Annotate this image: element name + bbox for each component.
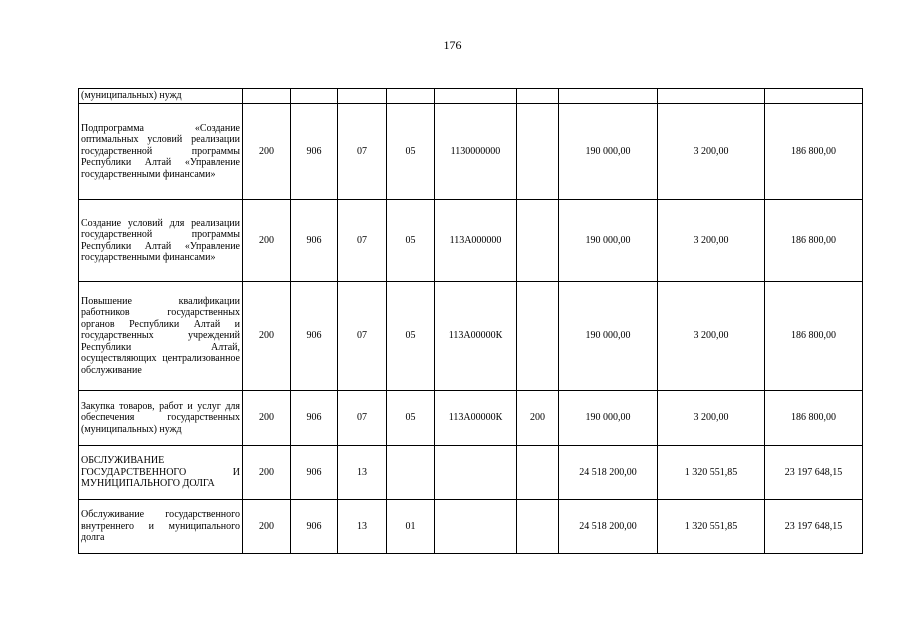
admin-code-cell: 200 (243, 282, 291, 391)
grbs-code-cell (291, 89, 338, 104)
subsection-code-cell: 05 (387, 391, 435, 446)
grbs-code-cell: 906 (291, 282, 338, 391)
target-article-cell: 113А00000К (435, 391, 517, 446)
row-name-cell: Обслуживание государственного внутреннего и муниципального долга (79, 500, 243, 554)
table-row (79, 200, 863, 282)
amount-third-cell: 186 800,00 (765, 282, 863, 391)
target-article-cell (435, 89, 517, 104)
admin-code-cell: 200 (243, 446, 291, 500)
amount-second-cell: 1 320 551,85 (658, 500, 765, 554)
row-name-cell: Закупка товаров, работ и услуг для обеспечения государственных (муниципальных) нужд (79, 391, 243, 446)
grbs-code-cell: 906 (291, 104, 338, 200)
subsection-code-cell (387, 446, 435, 500)
admin-code-cell: 200 (243, 104, 291, 200)
amount-total-cell: 24 518 200,00 (559, 500, 658, 554)
subsection-code-cell: 05 (387, 104, 435, 200)
amount-third-cell: 186 800,00 (765, 104, 863, 200)
target-article-cell: 113А000000 (435, 200, 517, 282)
amount-second-cell: 3 200,00 (658, 282, 765, 391)
expense-type-cell (517, 104, 559, 200)
amount-total-cell: 190 000,00 (559, 282, 658, 391)
row-name-cell: ОБСЛУЖИВАНИЕ ГОСУДАРСТВЕННОГО И МУНИЦИПАЛЬНОГО ДОЛГА (79, 446, 243, 500)
target-article-cell (435, 500, 517, 554)
section-code-cell: 07 (338, 200, 387, 282)
amount-third-cell: 23 197 648,15 (765, 446, 863, 500)
grbs-code-cell: 906 (291, 200, 338, 282)
section-code-cell: 13 (338, 500, 387, 554)
admin-code-cell: 200 (243, 200, 291, 282)
amount-total-cell: 24 518 200,00 (559, 446, 658, 500)
expense-type-cell (517, 89, 559, 104)
table-row (79, 446, 863, 500)
section-code-cell: 13 (338, 446, 387, 500)
amount-total-cell: 190 000,00 (559, 200, 658, 282)
amount-total-cell: 190 000,00 (559, 391, 658, 446)
amount-second-cell: 3 200,00 (658, 200, 765, 282)
amount-third-cell: 186 800,00 (765, 391, 863, 446)
amount-total-cell (559, 89, 658, 104)
expense-type-cell (517, 446, 559, 500)
grbs-code-cell: 906 (291, 391, 338, 446)
subsection-code-cell: 01 (387, 500, 435, 554)
amount-third-cell: 23 197 648,15 (765, 500, 863, 554)
row-name-cell: Подпрограмма «Создание оптимальных условий реализации государственной программы Республики Алтай «Управление государственными финансами» (79, 104, 243, 200)
subsection-code-cell: 05 (387, 282, 435, 391)
amount-third-cell: 186 800,00 (765, 200, 863, 282)
expense-type-cell (517, 500, 559, 554)
table-row (79, 104, 863, 200)
expense-type-cell (517, 200, 559, 282)
table-row (79, 500, 863, 554)
amount-second-cell: 3 200,00 (658, 391, 765, 446)
target-article-cell: 113А00000К (435, 282, 517, 391)
grbs-code-cell: 906 (291, 500, 338, 554)
table-row (79, 282, 863, 391)
row-name-cell: (муниципальных) нужд (79, 89, 243, 104)
admin-code-cell (243, 89, 291, 104)
page-number: 176 (443, 38, 462, 52)
target-article-cell: 1130000000 (435, 104, 517, 200)
grbs-code-cell: 906 (291, 446, 338, 500)
row-name-cell: Создание условий для реализации государственной программы Республики Алтай «Управление государственными финансами» (79, 200, 243, 282)
amount-second-cell (658, 89, 765, 104)
table-body (79, 89, 863, 554)
target-article-cell (435, 446, 517, 500)
section-code-cell: 07 (338, 104, 387, 200)
section-code-cell (338, 89, 387, 104)
table-row (79, 89, 863, 104)
amount-second-cell: 1 320 551,85 (658, 446, 765, 500)
expense-type-cell: 200 (517, 391, 559, 446)
amount-third-cell (765, 89, 863, 104)
row-name-cell: Повышение квалификации работников государственных органов Республики Алтай и государственных учреждений Республики Алтай, осуществляющих централизованное обслуживание (79, 282, 243, 391)
section-code-cell: 07 (338, 391, 387, 446)
table-row (79, 391, 863, 446)
subsection-code-cell: 05 (387, 200, 435, 282)
admin-code-cell: 200 (243, 391, 291, 446)
amount-second-cell: 3 200,00 (658, 104, 765, 200)
subsection-code-cell (387, 89, 435, 104)
amount-total-cell: 190 000,00 (559, 104, 658, 200)
expense-type-cell (517, 282, 559, 391)
admin-code-cell: 200 (243, 500, 291, 554)
section-code-cell: 07 (338, 282, 387, 391)
budget-table (78, 88, 863, 554)
